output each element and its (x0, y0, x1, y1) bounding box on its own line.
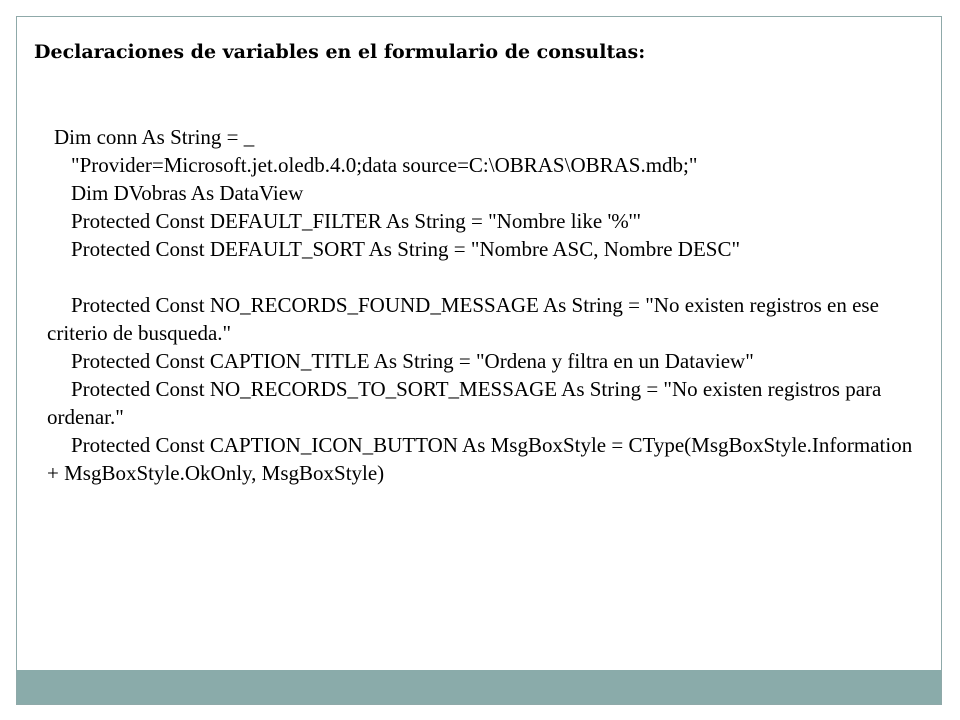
slide-frame (16, 16, 942, 705)
code-line-conn-declaration: Dim conn As String = _ (54, 125, 255, 149)
code-line-caption-title: Protected Const CAPTION_TITLE As String = "Ordena y filtra en un Dataview" (71, 349, 754, 373)
code-line-default-sort: Protected Const DEFAULT_SORT As String = "Nombre ASC, Nombre DESC" (71, 237, 741, 261)
code-line-dataview-declaration: Dim DVobras As DataView (71, 181, 304, 205)
blank-line (47, 263, 927, 291)
code-line-no-records-to-sort: Protected Const NO_RECORDS_TO_SORT_MESSAGE As String = "No existen registros para ordenar." (47, 377, 882, 429)
code-block (47, 123, 927, 487)
code-line-no-records-found: Protected Const NO_RECORDS_FOUND_MESSAGE As String = "No existen registros en ese criterio de busqueda." (47, 293, 879, 345)
footer-bar (17, 670, 941, 704)
code-line-connection-string: "Provider=Microsoft.jet.oledb.4.0;data source=C:\OBRAS\OBRAS.mdb;" (71, 153, 698, 177)
code-line-caption-icon-button: Protected Const CAPTION_ICON_BUTTON As MsgBoxStyle = CType(MsgBoxStyle.Information + MsgBoxStyle.OkOnly, MsgBoxStyle) (47, 433, 913, 485)
slide-title: Declaraciones de variables en el formulario de consultas: (34, 41, 646, 63)
code-line-default-filter: Protected Const DEFAULT_FILTER As String = "Nombre like '%'" (71, 209, 642, 233)
